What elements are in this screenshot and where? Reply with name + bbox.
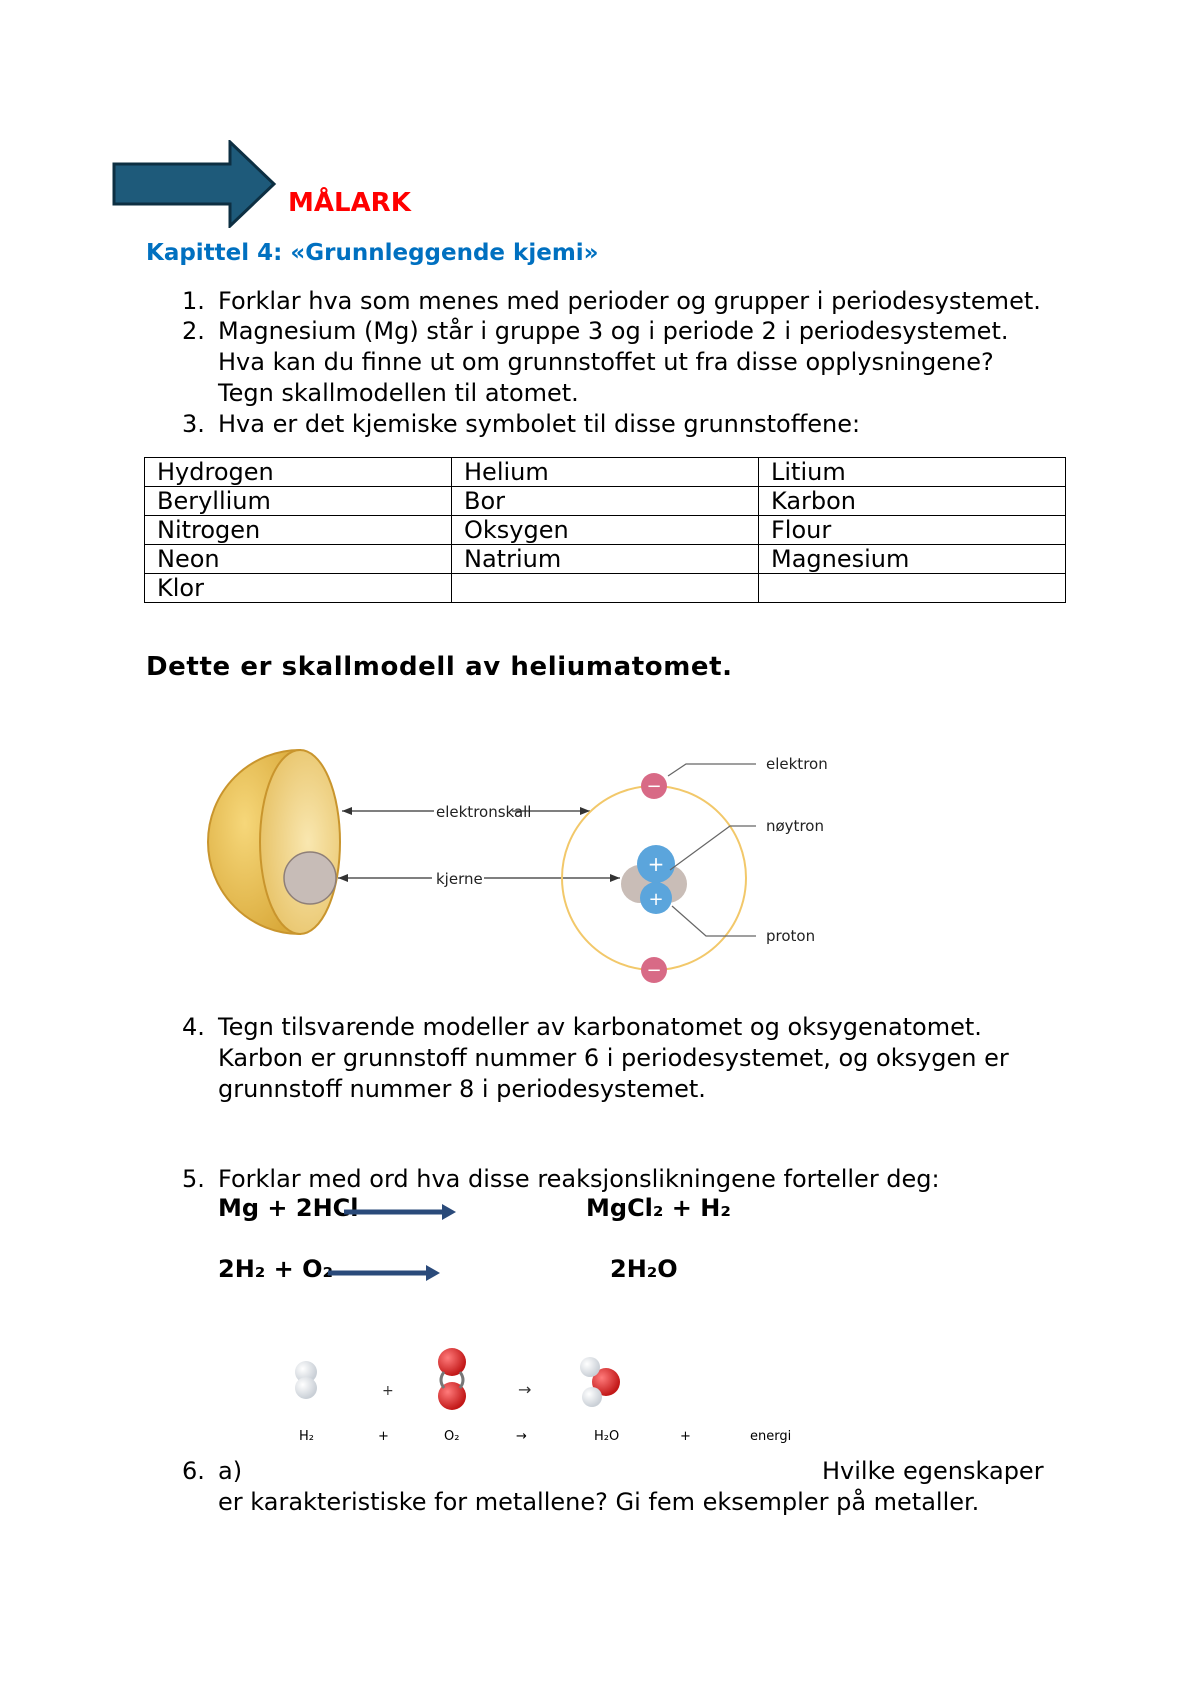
table-cell: Litium <box>759 458 1066 487</box>
label-arrow: → <box>516 1429 527 1444</box>
label-h2: H₂ <box>299 1429 314 1444</box>
helium-shell-diagram <box>200 740 860 1000</box>
equation-1-right: MgCl₂ + H₂ <box>586 1194 731 1222</box>
table-row <box>145 516 1066 545</box>
molecule-illustration <box>280 1340 820 1446</box>
table-cell: Magnesium <box>759 545 1066 574</box>
table-cell: Neon <box>145 545 452 574</box>
reaction-arrow-icon <box>344 1200 456 1224</box>
svg-text:−: − <box>646 776 662 797</box>
table-cell: Hydrogen <box>145 458 452 487</box>
header-arrow-icon <box>112 140 282 228</box>
label-energi: energi <box>750 1429 792 1444</box>
svg-text:−: − <box>646 960 662 981</box>
svg-text:+: + <box>647 852 665 876</box>
label-elektronskall: elektronskall <box>436 803 532 821</box>
table-cell: Helium <box>452 458 759 487</box>
table-cell: Bor <box>452 487 759 516</box>
reaction-arrow-icon <box>328 1261 440 1285</box>
elements-table <box>144 457 1066 603</box>
shell-inner <box>260 750 340 934</box>
table-cell: Nitrogen <box>145 516 452 545</box>
table-row <box>145 545 1066 574</box>
table-cell: Oksygen <box>452 516 759 545</box>
table-cell: Karbon <box>759 487 1066 516</box>
h2-molecule-icon <box>295 1361 317 1399</box>
label-elektron: elektron <box>766 755 828 773</box>
table-cell: Flour <box>759 516 1066 545</box>
equation-2-right: 2H₂O <box>610 1255 678 1283</box>
table-row <box>145 574 1066 603</box>
svg-text:+: + <box>648 889 664 910</box>
chapter-heading: Kapittel 4: «Grunnleggende kjemi» <box>146 240 599 266</box>
helium-heading: Dette er skallmodell av heliumatomet. <box>146 652 733 682</box>
table-cell <box>452 574 759 603</box>
equation-1-left: Mg + 2HCl <box>218 1194 359 1222</box>
h2o-molecule-icon <box>580 1357 620 1407</box>
table-cell <box>759 574 1066 603</box>
table-cell: Beryllium <box>145 487 452 516</box>
label-plus: + <box>680 1429 691 1444</box>
o2-molecule-icon <box>438 1348 466 1410</box>
page-title: MÅLARK <box>288 188 411 218</box>
label-h2o: H₂O <box>594 1429 620 1444</box>
label-plus: + <box>378 1429 389 1444</box>
table-cell: Natrium <box>452 545 759 574</box>
label-noytron: nøytron <box>766 817 824 835</box>
table-cell: Klor <box>145 574 452 603</box>
plus-sign: + <box>382 1383 394 1399</box>
nucleus-icon <box>284 852 336 904</box>
label-kjerne: kjerne <box>436 870 483 888</box>
equation-2-left: 2H₂ + O₂ <box>218 1255 334 1283</box>
arrow-sign: → <box>518 1380 532 1399</box>
table-row <box>145 487 1066 516</box>
table-row <box>145 458 1066 487</box>
label-o2: O₂ <box>444 1429 460 1444</box>
label-proton: proton <box>766 927 816 945</box>
